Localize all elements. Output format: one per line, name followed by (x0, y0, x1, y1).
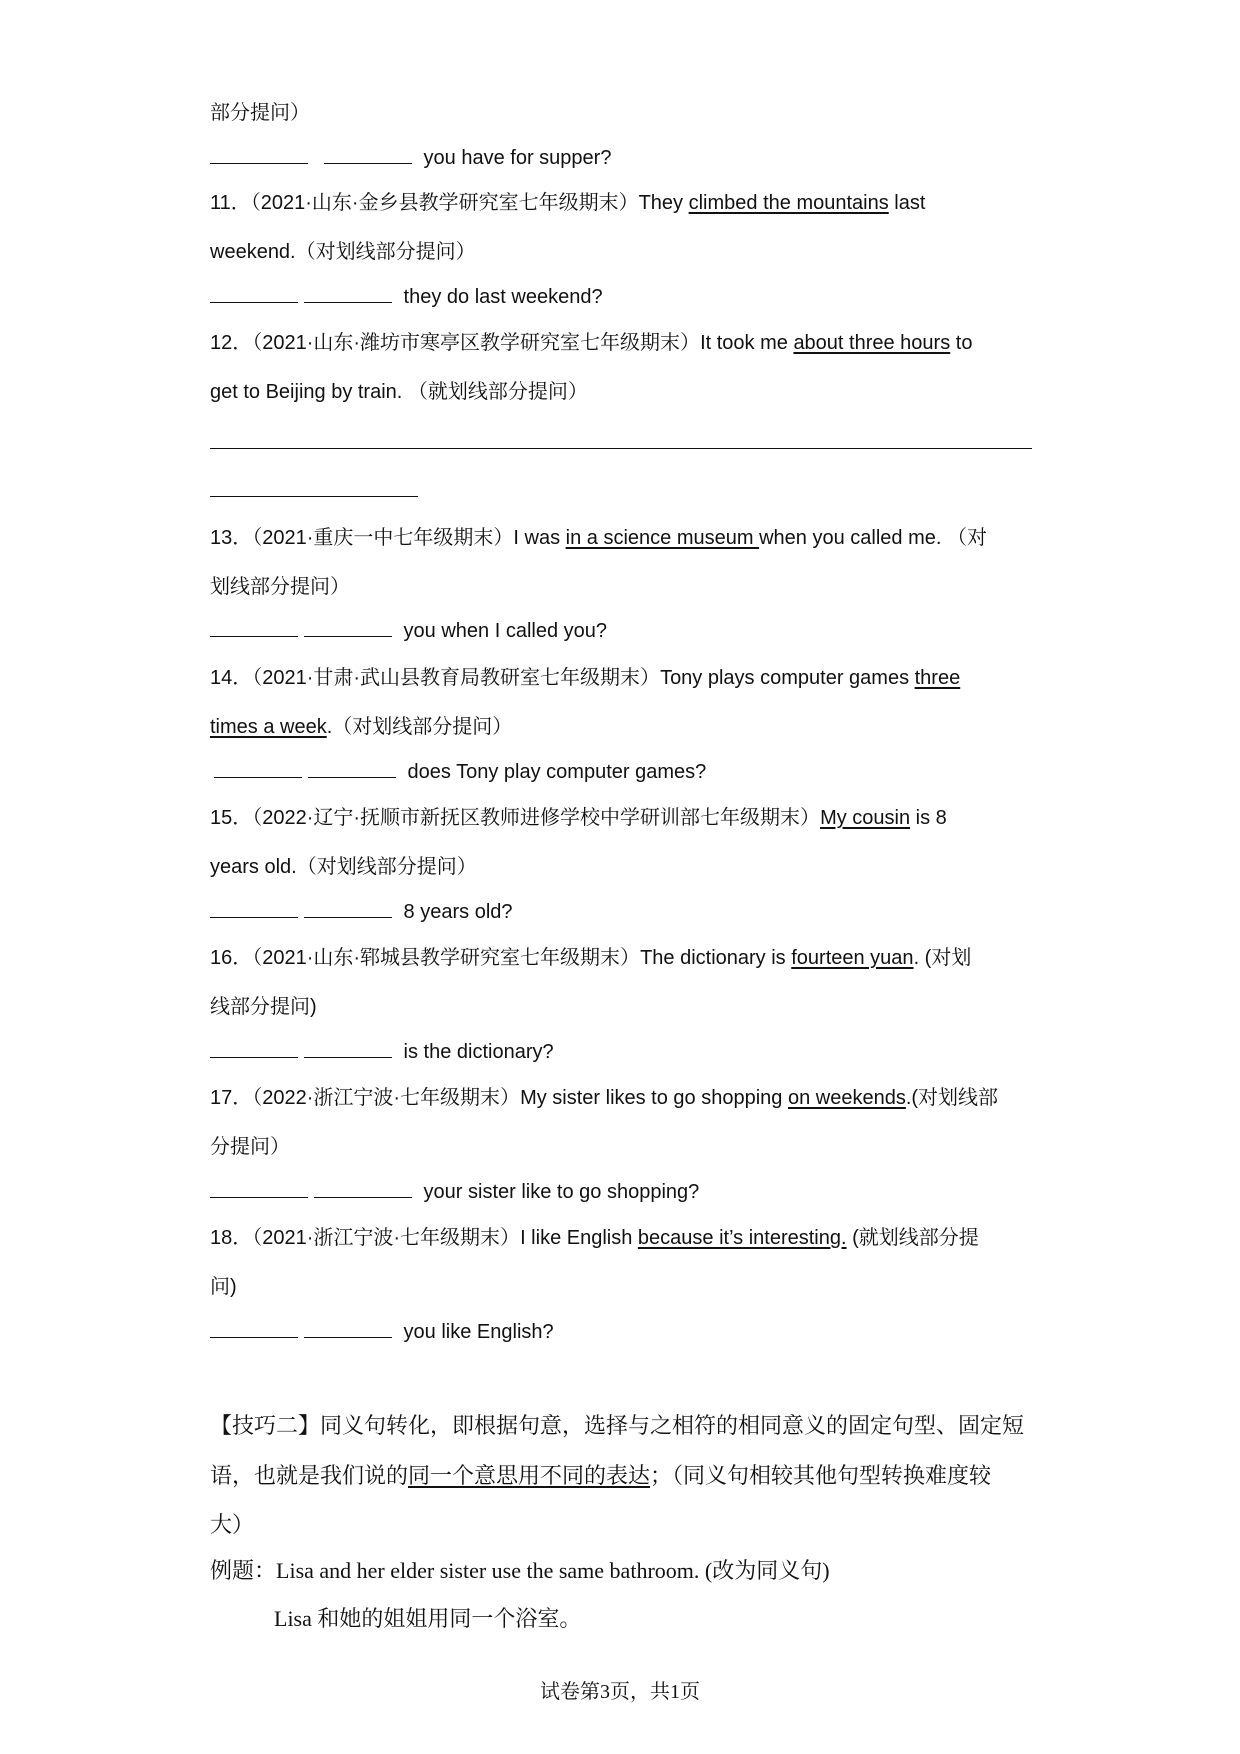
question-11: 11．（2021·山东·金乡县教学研究室七年级期末）They climbed the mountains last (210, 192, 926, 214)
answer-line-short[interactable] (210, 496, 418, 497)
question-13: 13．（2021·重庆一中七年级期末）I was in a science museum when you called me. （对 (210, 527, 987, 549)
question-12: 12．（2021·山东·潍坊市寒亭区教学研究室七年级期末）It took me about three hours to (210, 332, 973, 354)
question-17: 17．（2022·浙江宁波·七年级期末）My sister likes to go shopping on weekends.(对划线部 (210, 1087, 999, 1109)
question-16-line2: 线部分提问) (210, 996, 317, 1018)
underlined-phrase: three (914, 667, 961, 689)
question-18-answer: you like English? (210, 1319, 1040, 1345)
underlined-phrase: in a science museum (565, 527, 760, 549)
question-11-answer: they do last weekend? (210, 284, 1040, 310)
underlined-phrase: My cousin (820, 807, 911, 829)
answer-blank[interactable] (210, 145, 308, 164)
answer-blank[interactable] (214, 759, 302, 778)
question-17-answer: your sister like to go shopping? (210, 1179, 1040, 1205)
answer-blank[interactable] (210, 1039, 298, 1058)
question-18-line2: 问) (210, 1276, 237, 1298)
question-13-line2: 划线部分提问） (210, 576, 350, 598)
underlined-phrase: times a week (210, 716, 327, 738)
answer-blank[interactable] (210, 1319, 298, 1338)
question-15-answer: 8 years old? (210, 899, 1040, 925)
example-translation: Lisa 和她的姐姐用同一个浴室。 (274, 1606, 582, 1631)
answer-blank[interactable] (304, 899, 392, 918)
underlined-phrase: because it’s interesting. (637, 1227, 847, 1249)
answer-blank[interactable] (304, 618, 392, 637)
answer-blank[interactable] (304, 284, 392, 303)
answer-blank[interactable] (210, 284, 298, 303)
question-14-answer: does Tony play computer games? (214, 759, 1044, 785)
underlined-phrase: on weekends (787, 1087, 906, 1109)
underlined-phrase: climbed the mountains (688, 192, 889, 214)
question-14-line2: times a week.（对划线部分提问） (210, 716, 513, 738)
page-footer: 试卷第3页，共1页 (540, 1681, 700, 1703)
answer-blank[interactable] (324, 145, 412, 164)
tip2-line2: 语，也就是我们说的同一个意思用不同的表达；（同义句相较其他句型转换难度较 (210, 1463, 992, 1488)
answer-line-full[interactable] (210, 448, 1032, 449)
tip2-line1: 【技巧二】同义句转化，即根据句意，选择与之相符的相同意义的固定句型、固定短 (210, 1413, 1025, 1438)
question-11-line2: weekend.（对划线部分提问） (210, 241, 476, 263)
question-16-answer: is the dictionary? (210, 1039, 1040, 1065)
answer-blank[interactable] (304, 1039, 392, 1058)
question-16: 16．（2021·山东·郓城县教学研究室七年级期末）The dictionary is fourteen yuan. (对划 (210, 947, 972, 969)
question-12-line2: get to Beijing by train. （就划线部分提问） (210, 381, 588, 403)
prev-question-tail: 部分提问） (210, 102, 310, 124)
answer-blank[interactable] (210, 1179, 308, 1198)
prev-answer-line: you have for supper? (210, 145, 1040, 171)
underlined-phrase: 同一个意思用不同的表达 (408, 1463, 651, 1488)
answer-blank[interactable] (210, 899, 298, 918)
question-13-answer: you when I called you? (210, 618, 1040, 644)
question-15-line2: years old.（对划线部分提问） (210, 856, 477, 878)
tip2-line3: 大） (210, 1512, 255, 1537)
answer-blank[interactable] (314, 1179, 412, 1198)
underlined-phrase: about three hours (793, 332, 951, 354)
answer-blank[interactable] (210, 618, 298, 637)
question-17-line2: 分提问） (210, 1136, 290, 1158)
question-15: 15．（2022·辽宁·抚顺市新抚区教师进修学校中学研训部七年级期末）My cousin is 8 (210, 807, 947, 829)
example-line: 例题：Lisa and her elder sister use the same bathroom. (改为同义句) (210, 1558, 830, 1583)
question-18: 18．（2021·浙江宁波·七年级期末）I like English because it’s interesting. (就划线部分提 (210, 1227, 979, 1249)
question-14: 14．（2021·甘肃·武山县教育局教研室七年级期末）Tony plays computer games three (210, 667, 961, 689)
answer-blank[interactable] (304, 1319, 392, 1338)
underlined-phrase: fourteen yuan (791, 947, 914, 969)
answer-blank[interactable] (308, 759, 396, 778)
